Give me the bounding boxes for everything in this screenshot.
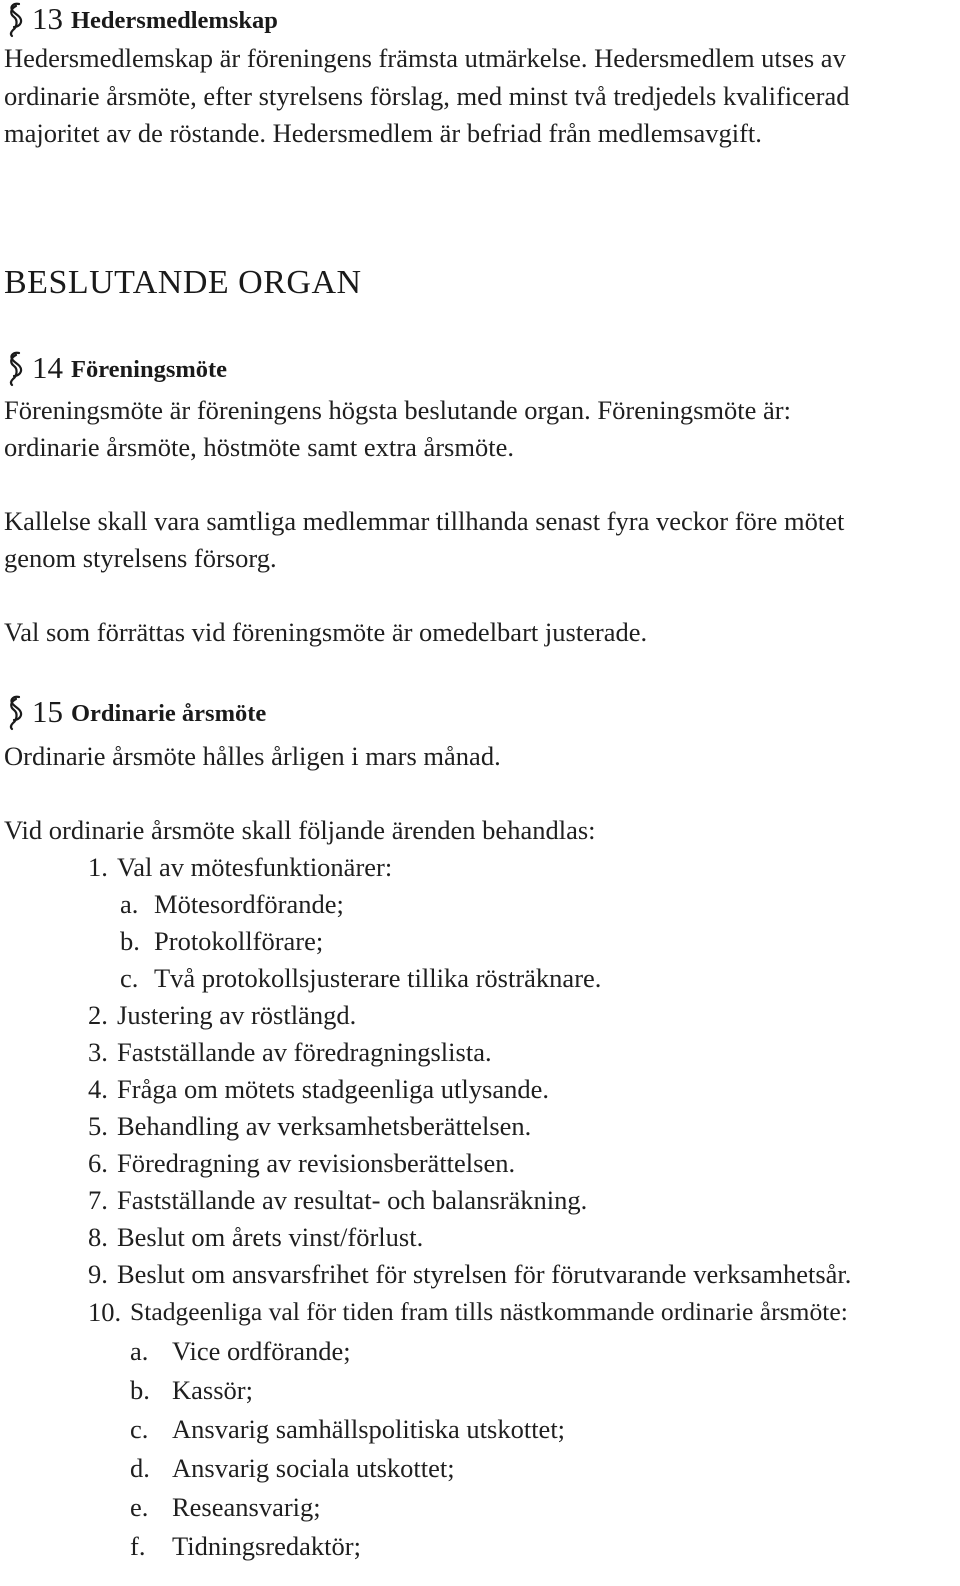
list-item: Reseansvarig;: [172, 1492, 321, 1522]
list-marker: c.: [120, 963, 139, 993]
list-item: Protokollförare;: [154, 926, 324, 956]
list-marker: 9.: [88, 1259, 108, 1289]
list-marker: 2.: [88, 1000, 108, 1030]
list-item: Föredragning av revisionsberättelsen.: [117, 1148, 516, 1178]
list-marker: 1.: [88, 852, 108, 882]
section-number: 13: [32, 1, 63, 36]
section-13-heading: [4, 0, 278, 40]
chapter-title: BESLUTANDE ORGAN: [4, 264, 362, 301]
list-item: Vice ordförande;: [172, 1336, 351, 1366]
paragraph-line: ordinarie årsmöte, efter styrelsens förslag, med minst två tredjedels kvalificerad: [4, 81, 850, 111]
list-marker: 5.: [88, 1111, 108, 1141]
list-marker: 4.: [88, 1074, 108, 1104]
list-marker: b.: [120, 926, 140, 956]
section-number: 15: [32, 694, 63, 729]
list-item: Fråga om mötets stadgeenliga utlysande.: [117, 1074, 549, 1104]
list-item: Beslut om ansvarsfrihet för styrelsen för förutvarande verksamhetsår.: [117, 1259, 852, 1289]
paragraph-line: Kallelse skall vara samtliga medlemmar tillhanda senast fyra veckor före mötet: [4, 506, 845, 536]
section-14-heading: [4, 349, 227, 389]
list-item: Ansvarig sociala utskottet;: [172, 1453, 455, 1483]
paragraph-line: majoritet av de röstande. Hedersmedlem är befriad från medlemsavgift.: [4, 118, 762, 148]
section-title: Föreningsmöte: [71, 356, 228, 383]
list-item: Tidningsredaktör;: [172, 1531, 361, 1561]
section-sign-icon: [4, 349, 26, 387]
paragraph-line: Hedersmedlemskap är föreningens främsta utmärkelse. Hedersmedlem utses av: [4, 43, 846, 73]
list-item: Ansvarig samhällspolitiska utskottet;: [172, 1414, 566, 1444]
list-item: Fastställande av resultat- och balansräkning.: [117, 1185, 588, 1215]
list-item: Stadgeenliga val för tiden fram tills nästkommande ordinarie årsmöte:: [130, 1297, 848, 1326]
paragraph-line: Ordinarie årsmöte hålles årligen i mars månad.: [4, 741, 501, 771]
list-marker: a.: [130, 1336, 149, 1366]
list-item: Behandling av verksamhetsberättelsen.: [117, 1111, 532, 1141]
list-item: Två protokollsjusterare tillika rösträknare.: [154, 963, 602, 993]
list-marker: e.: [130, 1492, 149, 1522]
list-marker: 6.: [88, 1148, 108, 1178]
section-number: 14: [32, 350, 63, 385]
list-item: Justering av röstlängd.: [117, 1000, 357, 1030]
list-marker: 7.: [88, 1185, 108, 1215]
list-marker: b.: [130, 1375, 150, 1405]
list-marker: f.: [130, 1531, 146, 1561]
list-marker: 10.: [88, 1297, 122, 1327]
list-marker: a.: [120, 889, 139, 919]
list-item: Val av mötesfunktionärer:: [117, 852, 393, 882]
paragraph-line: Vid ordinarie årsmöte skall följande ärenden behandlas:: [4, 815, 596, 845]
section-title: Hedersmedlemskap: [71, 7, 278, 34]
list-item: Beslut om årets vinst/förlust.: [117, 1222, 424, 1252]
list-marker: 8.: [88, 1222, 108, 1252]
list-marker: 3.: [88, 1037, 108, 1067]
list-marker: c.: [130, 1414, 149, 1444]
paragraph-line: Föreningsmöte är föreningens högsta beslutande organ. Föreningsmöte är:: [4, 395, 791, 425]
paragraph-line: ordinarie årsmöte, höstmöte samt extra årsmöte.: [4, 432, 514, 462]
list-marker: d.: [130, 1453, 150, 1483]
section-15-heading: [4, 693, 266, 733]
section-sign-icon: [4, 693, 26, 731]
section-sign-icon: [4, 0, 26, 38]
paragraph-line: Val som förrättas vid föreningsmöte är omedelbart justerade.: [4, 617, 648, 647]
list-item: Mötesordförande;: [154, 889, 344, 919]
list-item: Kassör;: [172, 1375, 253, 1405]
list-item: Fastställande av föredragningslista.: [117, 1037, 492, 1067]
section-title: Ordinarie årsmöte: [71, 700, 267, 727]
paragraph-line: genom styrelsens försorg.: [4, 543, 277, 573]
